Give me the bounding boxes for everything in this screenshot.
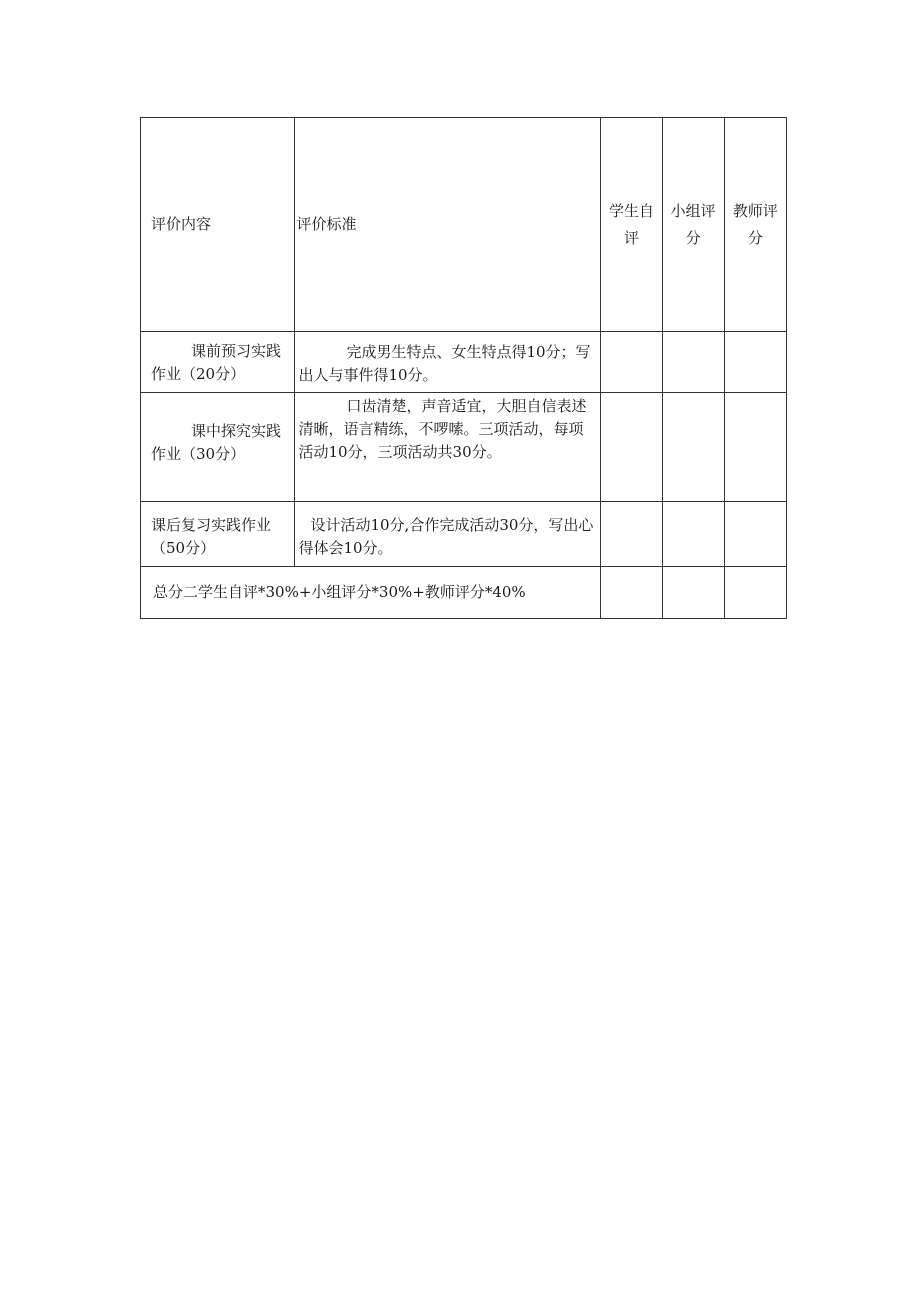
- self-score-cell[interactable]: [601, 393, 662, 502]
- table-row: [141, 393, 787, 502]
- row-content: 课后复习实践作业（50分）: [141, 502, 295, 567]
- self-total-cell[interactable]: [601, 567, 662, 619]
- header-content: 评价内容: [141, 118, 295, 332]
- group-score-cell[interactable]: [662, 332, 724, 393]
- teacher-score-cell[interactable]: [724, 393, 786, 502]
- self-score-cell[interactable]: [601, 502, 662, 567]
- row-criteria: 设计活动10分,合作完成活动30分，写出心得体会10分。: [295, 502, 601, 567]
- row-content: 课前预习实践作业（20分）: [141, 332, 295, 393]
- header-criteria: 评价标准: [295, 118, 601, 332]
- header-teacher-score: 教师评分: [724, 118, 786, 332]
- header-group-score: 小组评分: [662, 118, 724, 332]
- group-total-cell[interactable]: [662, 567, 724, 619]
- row-criteria: 完成男生特点、女生特点得10分；写出人与事件得10分。: [295, 332, 601, 393]
- teacher-score-cell[interactable]: [724, 502, 786, 567]
- group-score-cell[interactable]: [662, 393, 724, 502]
- table-header-row: [141, 118, 787, 332]
- row-criteria: 口齿清楚，声音适宜，大胆自信表述清晰，语言精练，不啰嗦。三项活动，每项活动10分，三项活动共30分。: [295, 393, 601, 502]
- total-row: [141, 567, 787, 619]
- header-self-score: 学生自评: [601, 118, 662, 332]
- total-formula: 总分二学生自评*30%+小组评分*30%+教师评分*40%: [141, 567, 601, 619]
- row-content: 课中探究实践作业（30分）: [141, 393, 295, 502]
- evaluation-table: [140, 117, 787, 619]
- table-row: [141, 502, 787, 567]
- table-row: [141, 332, 787, 393]
- self-score-cell[interactable]: [601, 332, 662, 393]
- group-score-cell[interactable]: [662, 502, 724, 567]
- teacher-score-cell[interactable]: [724, 332, 786, 393]
- teacher-total-cell[interactable]: [724, 567, 786, 619]
